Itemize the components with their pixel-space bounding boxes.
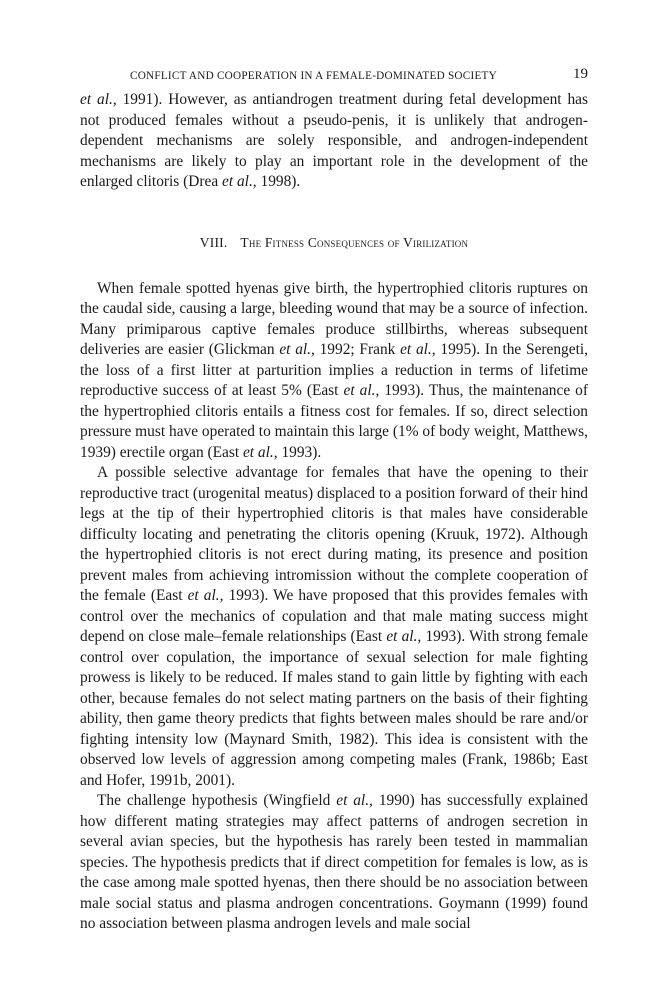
paragraph-text: The challenge hypothesis (Wingfield [97,792,337,809]
paragraph-text: 1992; Frank [314,341,401,358]
paragraph-text: When female spotted hyenas give birth, the hypertrophied clitoris ruptures on the caudal side, causing a large, bleeding wound that may be a source of infection. Many primiparous captive females produce stillbirths, whereas subsequent deliveries are easier (Glickman [80,279,588,358]
paragraph-2 [80,279,588,464]
paragraph-4 [80,791,588,935]
paragraph-text: A possible selective advantage for females that have the opening to their reproductive tract (urogenital meatus) displaced to a position forward of their hind legs at the tip of their hypertrophied clitoris is that males have considerable difficulty locating and penetrating the clitoris opening (Kruuk, 1972). Although the hypertrophied clitoris is not erect during mating, its presence and position prevent males from achieving intromission without the complete cooperation of the female (East [80,464,588,604]
paragraph-text: 1993). [277,443,322,461]
paragraph-1 [80,90,588,193]
section-numeral: VIII. [199,234,228,250]
paragraph-text: 1993). We have proposed that this provides females with control over the mechanics of copulation and that male mating success might depend on close male–female relationships (East [80,587,588,645]
citation-italic: et al., [80,91,117,108]
page-number: 19 [573,66,588,82]
paragraph-text: 1993). Thus, the maintenance of the hypertrophied clitoris entails a fitness cost for females. If so, direct selection pressure must have operated to maintain this large (1% of body weight, Matthews, 1939) erectile organ (East [80,382,589,461]
paragraph-text: 1995). In the Serengeti, the loss of a first litter at parturition implies a reduction in terms of lifetime reproductive success of at least 5% (East [80,341,588,399]
paragraph-text: 1990) has successfully explained how different mating strategies may affect patterns of androgen secretion in several avian species, but the hypothesis has rarely been tested in mammalian species. The hypothesis predicts that if direct competition for females is low, as is the case among male spotted hyenas, then there should be no association between male social status and plasma androgen concentrations. Goymann (1999) found no association between plasma androgen levels and male social [80,792,588,932]
paragraph-text: 1998). [256,173,301,190]
citation-italic: et al., [222,173,257,190]
section-title: The Fitness Consequences of Virilization [240,234,469,250]
citation-italic: et al., [242,443,278,461]
page [80,60,588,935]
citation-italic: et al., [386,628,422,645]
paragraph-3 [80,463,588,791]
paragraph-text: 1993). With strong female control over copulation, the importance of sexual selection for male fighting prowess is likely to be reduced. If males stand to gain little by fighting with each other, because females do not select mating partners on the basis of their fighting ability, then game theory predicts that fights between males should be rare and/or fighting intensity low (Maynard Smith, 1982). This idea is consistent with the observed low levels of aggression among competing males (Frank, 1986b; East and Hofer, 1991b, 2001). [80,628,588,789]
citation-italic: et al., [343,382,380,399]
section-heading [80,235,588,251]
running-head [80,60,588,90]
paragraph-text: 1991). However, as antiandrogen treatment during fetal development has not produced females without a pseudo-penis, it is unlikely that androgen-dependent mechanisms are solely responsible, and androgen-independent mechanisms are likely to play an important role in the development of the enlarged clitoris (Drea [80,91,588,190]
citation-italic: et al., [279,341,315,358]
citation-italic: et al., [336,792,373,809]
running-title: CONFLICT AND COOPERATION IN A FEMALE-DOMINATED SOCIETY [130,70,497,82]
citation-italic: et al., [400,341,436,358]
citation-italic: et al., [187,587,224,604]
